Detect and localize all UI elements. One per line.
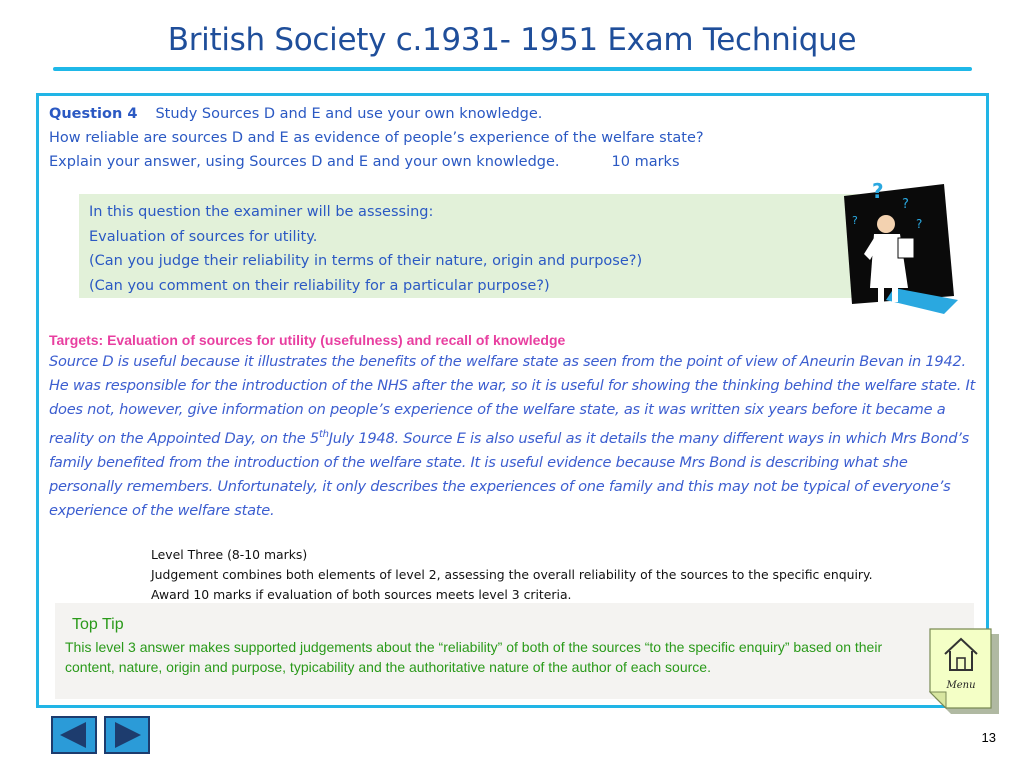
scientist-question-icon (834, 176, 959, 321)
answer-superscript: th (318, 428, 329, 440)
svg-text:?: ? (852, 214, 858, 227)
arrow-left-icon (51, 716, 97, 754)
assessment-line-1: In this question the examiner will be assessing: (89, 204, 434, 220)
assessment-line-3: (Can you judge their reliability in terms of their nature, origin and purpose?) (89, 253, 643, 269)
level-line-3: Award 10 marks if evaluation of both sources meets level 3 criteria. (151, 587, 572, 602)
question-line-1: Study Sources D and E and use your own knowledge. (155, 106, 543, 122)
home-icon (941, 634, 981, 674)
page-title: British Society c.1931- 1951 Exam Technique (167, 22, 857, 58)
content-frame (36, 93, 989, 708)
level-line-1: Level Three (8-10 marks) (151, 547, 308, 562)
answer-text-part-1: Source D is useful because it illustrates the benefits of the welfare state as seen from the point of view of Aneurin Bevan in 1942. He was responsible for the introduction of the NHS after the war, so it is useful for showing the thinking behind the welfare state. It does not, however, give information on people’s experience of the welfare state, as it was written six years before it became a reality on the Appointed Day, on the 5 (49, 353, 976, 447)
svg-text:?: ? (916, 217, 923, 231)
question-block (49, 102, 969, 174)
question-line-2: How reliable are sources D and E as evidence of people’s experience of the welfare state? (49, 130, 704, 146)
arrow-right-icon (104, 716, 150, 754)
assessment-box (79, 194, 859, 298)
level-line-2: Judgement combines both elements of level 2, assessing the overall reliability of the sources to the specific enquiry. (151, 567, 873, 582)
assessment-line-2: Evaluation of sources for utility. (89, 228, 318, 245)
targets-heading: Targets: Evaluation of sources for utility (usefulness) and recall of knowledge (49, 332, 566, 348)
svg-text:?: ? (872, 179, 884, 203)
back-button[interactable] (51, 716, 97, 754)
forward-button[interactable] (104, 716, 150, 754)
title-underline (53, 67, 972, 71)
level-criteria (151, 545, 971, 605)
top-tip-body: This level 3 answer makes supported judgements about the “reliability” of both of the sources “to the specific enquiry” based on their content, nature, origin and purpose, typicability and the authoritative nature of the author of each source. (65, 639, 883, 675)
question-line-3: Explain your answer, using Sources D and E and your own knowledge. (49, 154, 560, 170)
svg-text:?: ? (902, 197, 909, 212)
question-label: Question 4 (49, 106, 138, 122)
assessment-line-4: (Can you comment on their reliability for a particular purpose?) (89, 277, 550, 294)
page-number: 13 (981, 730, 996, 745)
top-tip-box (55, 603, 974, 699)
answer-text-part-2: July 1948. Source E is also useful as it details the many different ways in which Mrs Bond’s family benefited from the introduction of the welfare state. It is useful evidence because Mrs Bond is describing what she personally remembers. Unfortunately, it only describes the experiences of one family and this may not be typical of everyone’s experience of the welfare state. (49, 429, 969, 520)
top-tip-title: Top Tip (72, 616, 124, 633)
menu-label: Menu (946, 680, 976, 691)
question-marks: 10 marks (611, 154, 680, 170)
menu-button[interactable] (929, 628, 1001, 716)
model-answer (49, 350, 984, 523)
